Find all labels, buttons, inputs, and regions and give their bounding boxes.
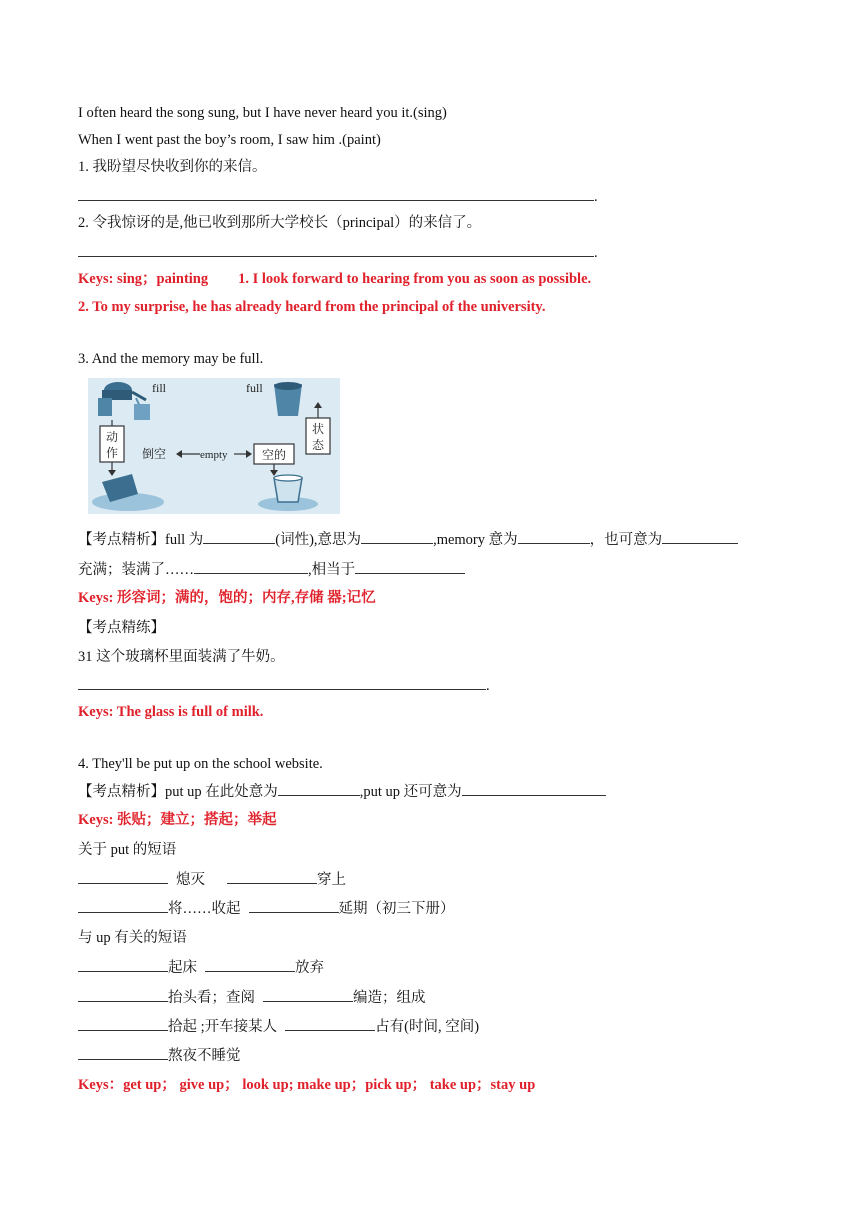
label-empty: empty	[200, 449, 228, 461]
keys-section-3: Keys: 形容词；满的，饱的；内存,存储 器;记忆	[78, 590, 376, 606]
up-phrase-row-1: 起床 放弃	[78, 958, 324, 977]
put-phrases-heading: 关于 put 的短语	[78, 842, 177, 858]
keys-section-1-line-2: 2. To my surprise, he has already heard from the principal of the university.	[78, 299, 546, 315]
label-action-1: 动	[105, 430, 119, 444]
answer-line-31: .	[78, 676, 490, 695]
section-3-practice-heading: 【考点精练】	[78, 620, 165, 636]
section-3-analysis-1: 【考点精析】full 为 (词性),意思为 ,memory 意为 ，也可意为	[78, 530, 738, 549]
up-phrases-heading: 与 up 有关的短语	[78, 930, 187, 946]
answer-line-2: .	[78, 243, 598, 262]
keys-section-4-phrases: Keys：get up； give up； look up; make up；pick up； take up；stay up	[78, 1077, 536, 1093]
blank[interactable]	[78, 899, 168, 913]
sentence-sing: I often heard the song sung, but I have never heard you it.(sing)	[78, 105, 447, 121]
blank[interactable]	[518, 530, 590, 544]
full-glass-icon	[274, 382, 302, 416]
label-full: full	[246, 381, 263, 395]
full-empty-diagram	[88, 378, 340, 514]
blank[interactable]	[205, 958, 295, 972]
blank[interactable]	[78, 1046, 168, 1060]
label-state-2: 态	[311, 438, 325, 452]
blank[interactable]	[462, 782, 606, 796]
answer-blank[interactable]	[78, 676, 486, 690]
question-31: 31 这个玻璃杯里面装满了牛奶。	[78, 649, 285, 665]
answer-line-1: .	[78, 187, 598, 206]
section-4-title: 4. They'll be put up on the school website.	[78, 756, 323, 772]
blank[interactable]	[78, 958, 168, 972]
keys-section-4: Keys: 张贴；建立；搭起；举起	[78, 812, 277, 828]
up-phrase-row-4: 熬夜不睡觉	[78, 1046, 241, 1065]
keys-question-31: Keys: The glass is full of milk.	[78, 704, 264, 720]
question-1: 1. 我盼望尽快收到你的来信。	[78, 159, 267, 175]
blank[interactable]	[355, 560, 465, 574]
blank[interactable]	[361, 530, 433, 544]
blank[interactable]	[662, 530, 738, 544]
put-phrase-row-2: 将……收起 延期（初三下册）	[78, 899, 455, 918]
answer-blank[interactable]	[78, 187, 594, 201]
up-phrase-row-3: 拾起 ;开车接某人 占有(时间, 空间)	[78, 1017, 479, 1036]
answer-blank[interactable]	[78, 243, 594, 257]
blank[interactable]	[194, 560, 308, 574]
section-3-analysis-2: 充满；装满了…… ,相当于	[78, 560, 465, 579]
label-action-2: 作	[105, 446, 119, 460]
put-phrase-row-1: 熄灭 穿上	[78, 870, 346, 889]
blank[interactable]	[227, 870, 317, 884]
section-3-title: 3. And the memory may be full.	[78, 351, 264, 367]
label-kongde: 空的	[261, 448, 287, 462]
up-phrase-row-2: 抬头看；查阅 编造；组成	[78, 988, 426, 1007]
blank[interactable]	[285, 1017, 375, 1031]
blank[interactable]	[78, 1017, 168, 1031]
section-4-analysis: 【考点精析】put up 在此处意为 ,put up 还可意为	[78, 782, 606, 801]
blank[interactable]	[263, 988, 353, 1002]
question-2: 2. 令我惊讶的是,他已收到那所大学校长（principal）的来信了。	[78, 215, 482, 231]
keys-section-1: Keys: sing；painting 1. I look forward to hearing from you as soon as possible.	[78, 271, 592, 287]
blank[interactable]	[278, 782, 360, 796]
blank[interactable]	[203, 530, 275, 544]
label-pour: 倒空	[142, 447, 167, 461]
blank[interactable]	[78, 988, 168, 1002]
label-state-1: 状	[311, 422, 325, 436]
blank[interactable]	[78, 870, 168, 884]
sentence-paint: When I went past the boy’s room, I saw him .(paint)	[78, 132, 381, 148]
blank[interactable]	[249, 899, 339, 913]
label-fill: fill	[152, 381, 166, 395]
